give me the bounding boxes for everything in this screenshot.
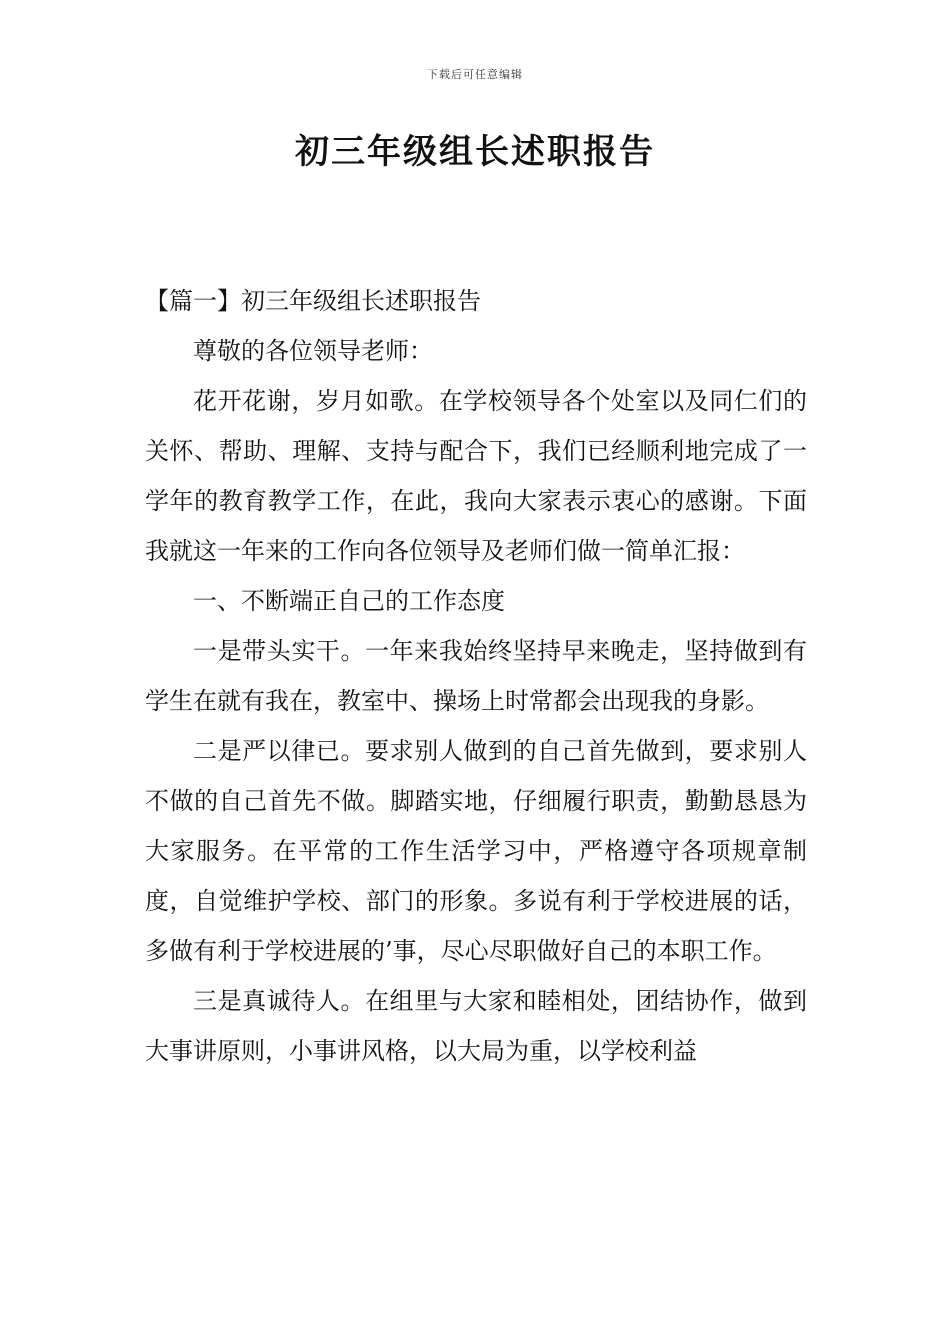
paragraph-point-three: 三是真诚待人。在组里与大家和睦相处，团结协作，做到大事讲原则，小事讲风格，以大局为重，以学校利益 <box>145 987 807 1065</box>
paragraph-point-one: 一是带头实干。一年来我始终坚持早来晚走，坚持做到有学生在就有我在，教室中、操场上时常都会出现我的身影。 <box>145 637 807 715</box>
paragraph-intro: 花开花谢，岁月如歌。在学校领导各个处室以及同仁们的关怀、帮助、理解、支持与配合下，我们已经顺利地完成了一学年的教育教学工作，在此，我向大家表示衷心的感谢。下面我就这一年来的工作向各位领导及老师们做一简单汇报： <box>145 387 807 565</box>
salutation: 尊敬的各位领导老师： <box>193 337 433 365</box>
subheading-attitude: 一、不断端正自己的工作态度 <box>193 587 505 615</box>
document-body <box>145 276 807 1076</box>
header-note: 下载后可任意编辑 <box>427 68 523 81</box>
document-title: 初三年级组长述职报告 <box>295 132 655 172</box>
paragraph-point-two: 二是严以律已。要求别人做到的自己首先做到，要求别人不做的自己首先不做。脚踏实地，仔细履行职责，勤勤恳恳为大家服务。在平常的工作生活学习中，严格遵守各项规章制度，自觉维护学校、部门的形象。多说有利于学校进展的话，多做有利于学校进展的’事，尽心尽职做好自己的本职工作。 <box>145 737 807 965</box>
section-heading: 【篇一】初三年级组长述职报告 <box>145 287 481 315</box>
